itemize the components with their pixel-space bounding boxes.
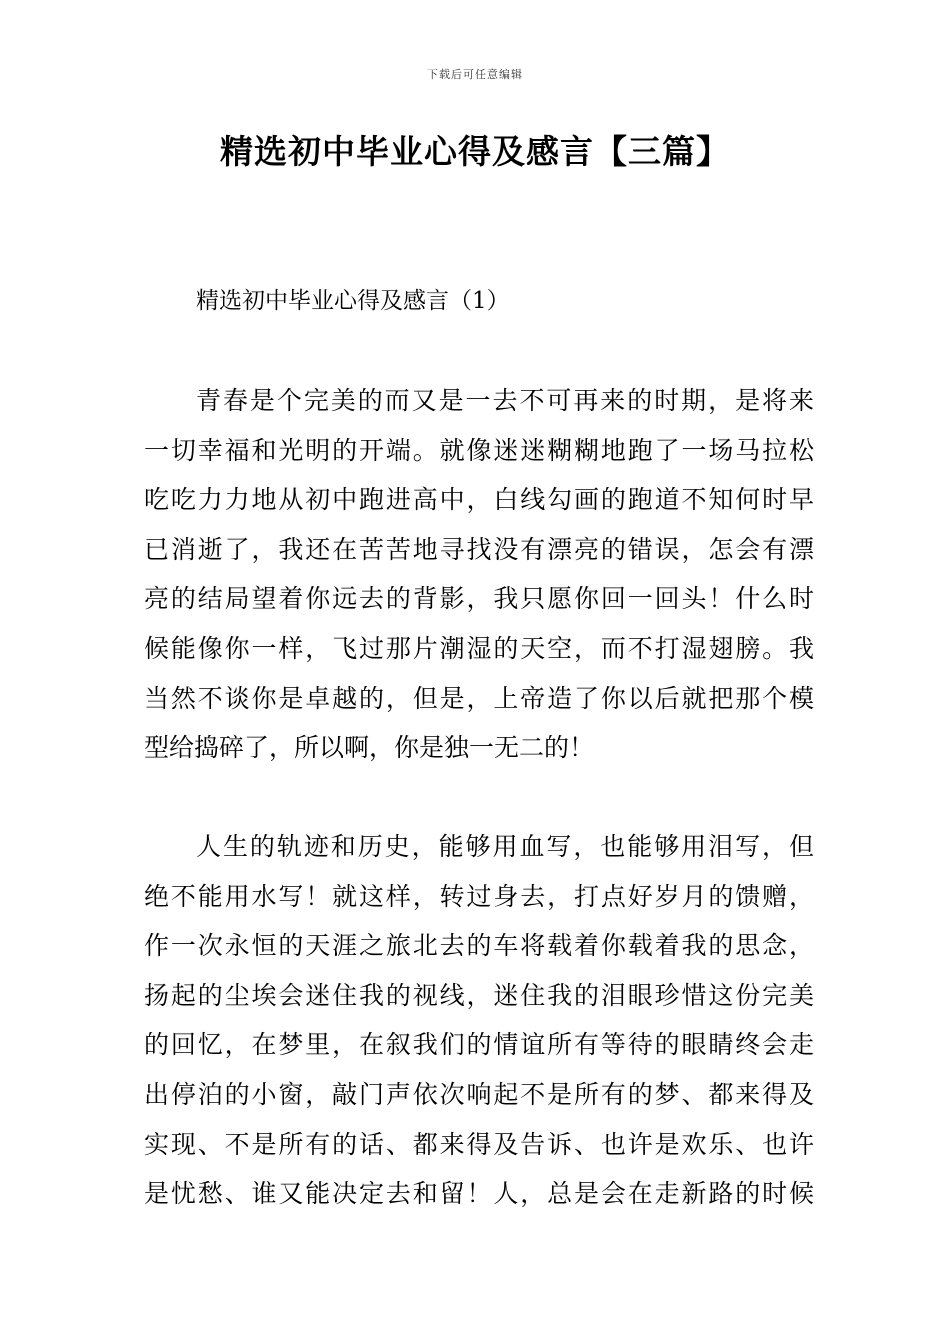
paragraph-line: 亮的结局望着你远去的背影，我只愿你回一回头！什么时 — [144, 584, 814, 614]
paragraph-line: 绝不能用水写！就这样，转过身去，打点好岁月的馈赠， — [144, 881, 814, 911]
paragraph-line: 吃吃力力地从初中跑进高中，白线勾画的跑道不知何时早 — [144, 485, 814, 515]
paragraph-line: 已消逝了，我还在苦苦地寻找没有漂亮的错误，怎会有漂 — [144, 534, 814, 564]
paragraph-line: 型给捣碎了，所以啊，你是独一无二的！ — [144, 733, 595, 763]
paragraph-line: 一切幸福和光明的开端。就像迷迷糊糊地跑了一场马拉松 — [144, 435, 814, 465]
paragraph-line: 青春是个完美的而又是一去不可再来的时期，是将来 — [196, 386, 814, 415]
paragraph-line: 当然不谈你是卓越的，但是，上帝造了你以后就把那个模 — [144, 683, 814, 713]
paragraph-line: 扬起的尘埃会迷住我的视线，迷住我的泪眼珍惜这份完美 — [144, 980, 814, 1010]
paragraph-line: 是忧愁、谁又能决定去和留！人，总是会在走新路的时候 — [144, 1179, 814, 1209]
paragraph-line: 出停泊的小窗，敲门声依次响起不是所有的梦、都来得及 — [144, 1079, 814, 1109]
document-title: 精选初中毕业心得及感言【三篇】 — [220, 132, 730, 171]
paragraph-line: 实现、不是所有的话、都来得及告诉、也许是欢乐、也许 — [144, 1129, 814, 1159]
paragraph-line: 人生的轨迹和历史，能够用血写，也能够用泪写，但 — [196, 832, 814, 861]
header-note: 下载后可任意编辑 — [427, 68, 523, 81]
section-heading: 精选初中毕业心得及感言（1） — [196, 288, 510, 314]
paragraph-2 — [144, 822, 814, 1219]
paragraph-line: 作一次永恒的天涯之旅北去的车将载着你载着我的思念， — [144, 931, 814, 961]
paragraph-line: 候能像你一样，飞过那片潮湿的天空，而不打湿翅膀。我 — [144, 633, 814, 663]
paragraph-1 — [144, 376, 814, 773]
paragraph-line: 的回忆，在梦里，在叙我们的情谊所有等待的眼睛终会走 — [144, 1030, 814, 1060]
